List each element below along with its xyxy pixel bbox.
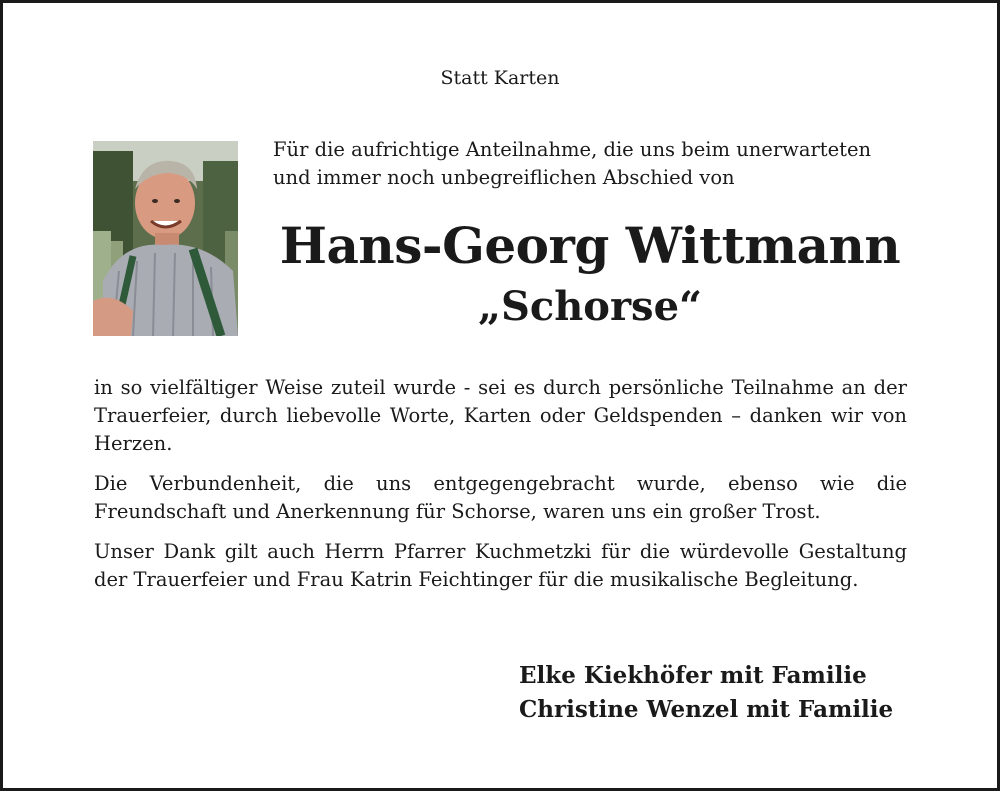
- intro-line: Für die aufrichtige Anteilnahme, die uns beim unerwarteten: [273, 138, 872, 161]
- deceased-nickname: „Schorse“: [477, 283, 703, 330]
- deceased-name: Hans-Georg Wittmann: [279, 216, 901, 275]
- intro-text: [273, 136, 913, 192]
- intro-line: und immer noch unbegreiflichen Abschied von: [273, 166, 735, 189]
- thanks-paragraph: Unser Dank gilt auch Herrn Pfarrer Kuchmetzki für die würdevolle Gestaltung der Trauerfeier und Frau Katrin Feichtinger für die musikalische Begleitung.: [94, 540, 907, 591]
- signature-line: Elke Kiekhöfer mit Familie: [519, 662, 867, 689]
- notice-header: Statt Karten: [440, 67, 560, 89]
- signature-line: Christine Wenzel mit Familie: [519, 696, 894, 723]
- thanks-paragraph: in so vielfältiger Weise zuteil wurde - sei es durch persönliche Teilnahme an der Trauerfeier, durch liebevolle Worte, Karten oder Geldspenden – danken wir von Herzen.: [94, 376, 907, 455]
- portrait-image: [93, 141, 238, 336]
- thanks-text: [94, 374, 907, 606]
- signature-block: [519, 659, 939, 727]
- portrait-photo: [93, 141, 238, 336]
- thanks-paragraph: Die Verbundenheit, die uns entgegengebracht wurde, ebenso wie die Freundschaft und Anerkennung für Schorse, waren uns ein großer Trost.: [94, 472, 907, 523]
